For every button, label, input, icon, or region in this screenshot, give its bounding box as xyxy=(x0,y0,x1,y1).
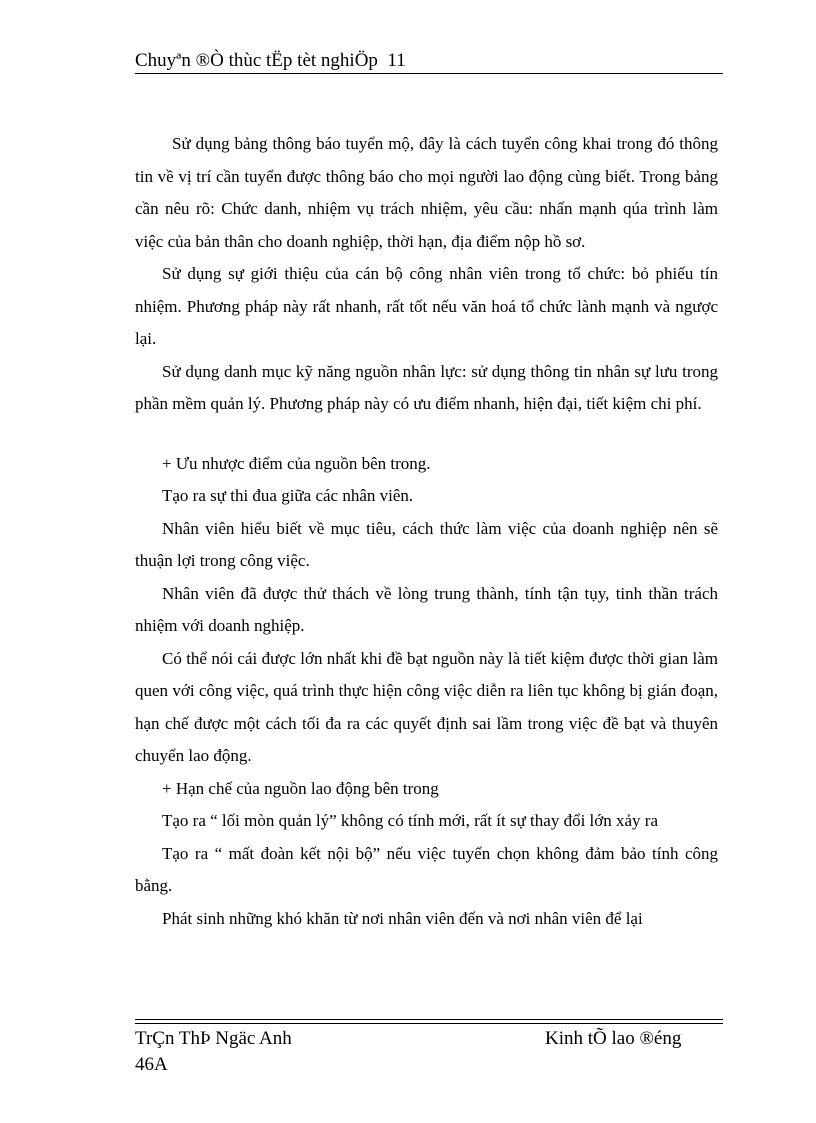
footer-department: Kinh tÕ lao ®éng xyxy=(545,1028,682,1049)
section-heading: + Ưu nhược điểm của nguồn bên trong. xyxy=(162,453,431,473)
paragraph: Phát sinh những khó khăn từ nơi nhân viên đến và nơi nhân viên để lại xyxy=(162,908,643,928)
paragraph: Có thể nói cái được lớn nhất khi đề bạt nguồn này là tiết kiệm được thời gian làm quen với công việc, quá trình thực hiện công việc diễn ra liên tục không bị gián đoạn, hạn chế được một cách tối đa ra các quyết định sai lầm trong việc đề bạt và thuyên chuyển lao động. xyxy=(135,648,718,765)
paragraph: Nhân viên hiểu biết về mục tiêu, cách thức làm việc của doanh nghiệp nên sẽ thuận lợi trong công việc. xyxy=(135,518,718,570)
paragraph: Sử dụng sự giới thiệu của cán bộ công nhân viên trong tổ chức: bỏ phiếu tín nhiệm. Phương pháp này rất nhanh, rất tốt nếu văn hoá tổ chức lành mạnh và ngược lại. xyxy=(135,264,718,348)
paragraph: Tạo ra sự thi đua giữa các nhân viên. xyxy=(162,486,414,505)
paragraph: Nhân viên đã được thử thách về lòng trung thành, tính tận tụy, tinh thần trách nhiệm với doanh nghiệp. xyxy=(135,583,718,635)
footer-divider xyxy=(135,1019,723,1024)
footer-author-block xyxy=(135,1026,292,1078)
paragraph: Tạo ra “ lối mòn quản lý” không có tính mới, rất ít sự thay đổi lớn xảy ra xyxy=(162,811,659,830)
paragraph: Tạo ra “ mất đoàn kết nội bộ” nếu việc tuyển chọn không đảm bảo tính công bằng. xyxy=(135,843,718,895)
paragraph: Sử dụng danh mục kỹ năng nguồn nhân lực: sử dụng thông tin nhân sự lưu trong phần mềm quản lý. Phương pháp này có ưu điểm nhanh, hiện đại, tiết kiệm chi phí. xyxy=(135,361,718,413)
header-divider xyxy=(135,73,723,74)
footer-class: 46A xyxy=(135,1054,168,1075)
paragraph: Sử dụng bảng thông báo tuyển mộ, đây là cách tuyển công khai trong đó thông tin về vị trí cần tuyển được thông báo cho mọi người lao động cùng biết. Trong bảng cần nêu rõ: Chức danh, nhiệm vụ trách nhiệm, yêu cầu: nhấn mạnh qúa trình làm việc của bản thân cho doanh nghiệp, thời hạn, địa điểm nộp hồ sơ. xyxy=(135,134,718,251)
page-header xyxy=(135,48,723,74)
header-title: Chuyªn ®Ò thùc tËp tèt nghiÖp xyxy=(135,50,378,71)
page-number: 11 xyxy=(387,50,406,71)
document-body xyxy=(135,128,718,935)
section-heading: + Hạn chế của nguồn lao động bên trong xyxy=(162,778,439,798)
footer-author: TrÇn ThÞ Ngäc Anh xyxy=(135,1028,292,1049)
